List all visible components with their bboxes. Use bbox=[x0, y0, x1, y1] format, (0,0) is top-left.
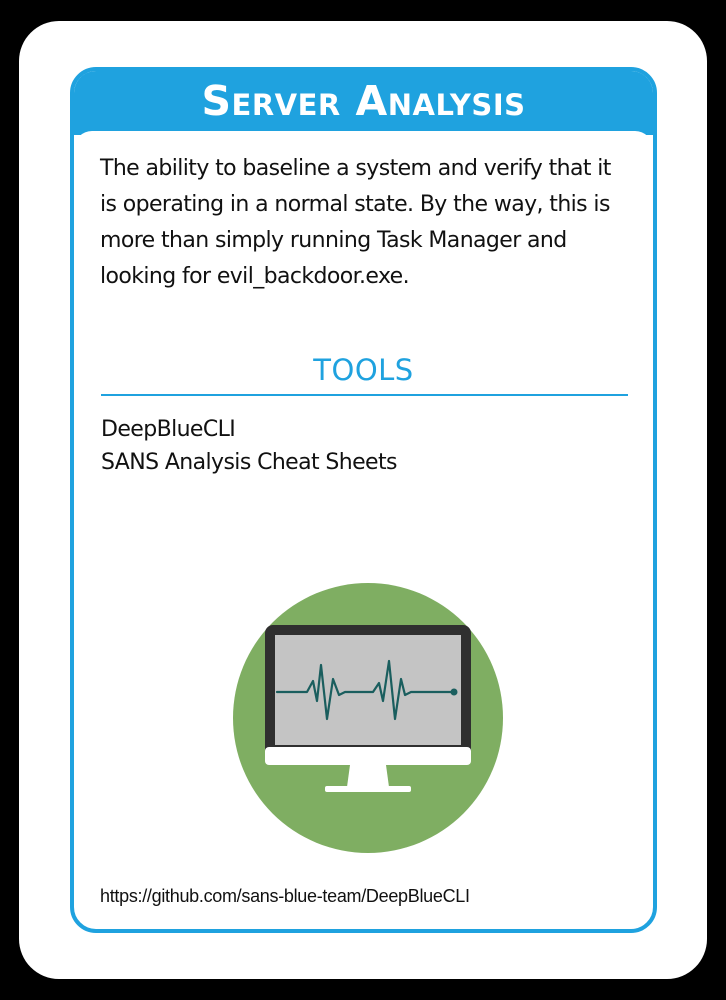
monitor-chin bbox=[265, 747, 471, 765]
monitor-screen bbox=[275, 635, 461, 745]
card-title: Server Analysis bbox=[201, 77, 526, 125]
card-frame bbox=[70, 67, 657, 933]
card-description: The ability to baseline a system and verify that it is operating in a normal state. By the way, this is more than simply running Task Manager and looking for evil_backdoor.exe. bbox=[100, 156, 611, 289]
tool-item-deepbluecli: DeepBlueCLI bbox=[101, 417, 236, 442]
tools-list bbox=[101, 413, 397, 479]
tools-divider bbox=[101, 394, 628, 396]
header-curve bbox=[74, 131, 653, 151]
monitor-heartbeat-svg bbox=[233, 583, 503, 853]
tool-item-cheat-sheets: SANS Analysis Cheat Sheets bbox=[101, 450, 397, 475]
monitor-base bbox=[325, 786, 411, 792]
tools-heading: TOOLS bbox=[313, 353, 414, 387]
heartbeat-dot bbox=[451, 689, 458, 696]
source-url[interactable]: https://github.com/sans-blue-team/DeepBlueCLI bbox=[100, 886, 470, 906]
monitor-stand bbox=[347, 765, 389, 787]
monitor-heartbeat-icon bbox=[233, 583, 503, 853]
card-header bbox=[74, 71, 653, 135]
